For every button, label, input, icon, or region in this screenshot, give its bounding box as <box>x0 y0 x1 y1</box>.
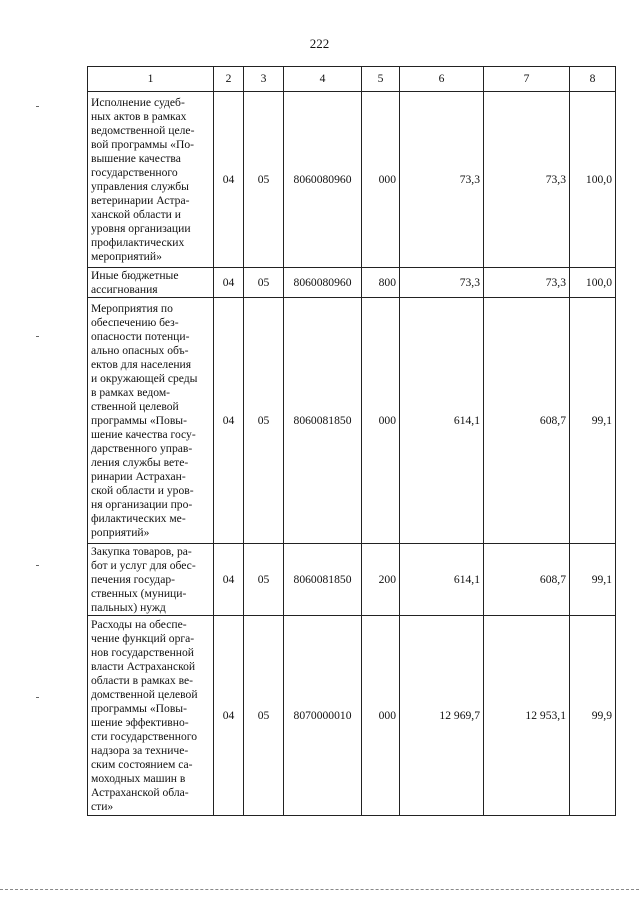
description-line: чение функций орга- <box>91 631 195 645</box>
description-line: бот и услуг для обес- <box>91 558 196 572</box>
description-line: моходных машин в <box>91 771 186 785</box>
table-row <box>88 92 616 268</box>
subsection-code: 05 <box>244 92 284 268</box>
table-row <box>88 298 616 544</box>
target-article-code: 8070000010 <box>284 616 362 816</box>
description-line: ня организации про- <box>91 497 193 511</box>
description-line: ассигнования <box>91 282 158 296</box>
table-header-row <box>88 67 616 92</box>
description-line: домственной целевой <box>91 687 198 701</box>
column-header-3: 3 <box>244 67 284 92</box>
target-article-code: 8060081850 <box>284 298 362 544</box>
target-article-code: 8060081850 <box>284 544 362 616</box>
description-line: программы «Повы- <box>91 413 187 427</box>
scan-mark <box>36 336 39 337</box>
target-article-code: 8060080960 <box>284 92 362 268</box>
description-line: ханской области и <box>91 207 181 221</box>
table-row <box>88 616 616 816</box>
column-header-6: 6 <box>400 67 484 92</box>
planned-amount: 614,1 <box>400 298 484 544</box>
column-header-5: 5 <box>362 67 400 92</box>
row-description <box>88 616 214 816</box>
section-code: 04 <box>214 544 244 616</box>
description-line: ально опасных объ- <box>91 343 189 357</box>
description-line: мероприятий» <box>91 249 162 263</box>
table-row <box>88 544 616 616</box>
column-header-4: 4 <box>284 67 362 92</box>
expense-type-code: 000 <box>362 616 400 816</box>
section-code: 04 <box>214 268 244 298</box>
description-line: профилактических <box>91 235 185 249</box>
subsection-code: 05 <box>244 298 284 544</box>
description-line: ской области и уров- <box>91 483 194 497</box>
row-description <box>88 268 214 298</box>
section-code: 04 <box>214 92 244 268</box>
description-line: ектов для населения <box>91 357 192 371</box>
description-line: области в рамках ве- <box>91 673 194 687</box>
executed-amount: 12 953,1 <box>484 616 570 816</box>
column-header-8: 8 <box>570 67 616 92</box>
description-line: Иные бюджетные <box>91 268 179 282</box>
expense-type-code: 000 <box>362 298 400 544</box>
expense-type-code: 000 <box>362 92 400 268</box>
description-line: ственной целевой <box>91 399 179 413</box>
description-line: обеспечению без- <box>91 315 179 329</box>
scan-mark <box>36 106 39 107</box>
description-line: вышение качества <box>91 151 181 165</box>
description-line: Расходы на обеспе- <box>91 617 187 631</box>
scan-mark <box>36 697 39 698</box>
scan-mark <box>36 565 39 566</box>
description-line: сти» <box>91 799 114 813</box>
description-line: ных актов в рамках <box>91 109 187 123</box>
description-line: филактических ме- <box>91 511 186 525</box>
execution-percent: 100,0 <box>570 268 616 298</box>
description-line: управления службы <box>91 179 189 193</box>
budget-table <box>87 66 616 816</box>
column-header-2: 2 <box>214 67 244 92</box>
description-line: программы «Повы- <box>91 701 187 715</box>
description-line: пальных) нужд <box>91 600 166 614</box>
description-line: ринарии Астрахан- <box>91 469 186 483</box>
column-header-7: 7 <box>484 67 570 92</box>
section-code: 04 <box>214 298 244 544</box>
description-line: опасности потенци- <box>91 329 190 343</box>
row-description <box>88 92 214 268</box>
expense-type-code: 800 <box>362 268 400 298</box>
description-line: ветеринарии Астра- <box>91 193 190 207</box>
subsection-code: 05 <box>244 268 284 298</box>
description-line: роприятий» <box>91 525 150 539</box>
description-line: власти Астраханской <box>91 659 196 673</box>
description-line: Закупка товаров, ра- <box>91 544 192 558</box>
table-row <box>88 268 616 298</box>
description-line: вой программы «По- <box>91 137 194 151</box>
description-line: шение качества госу- <box>91 427 196 441</box>
description-line: Мероприятия по <box>91 301 173 315</box>
planned-amount: 12 969,7 <box>400 616 484 816</box>
column-header-1: 1 <box>88 67 214 92</box>
description-line: ственных (муници- <box>91 586 187 600</box>
description-line: ведомственной целе- <box>91 123 195 137</box>
planned-amount: 73,3 <box>400 92 484 268</box>
description-line: ским состоянием са- <box>91 757 193 771</box>
executed-amount: 608,7 <box>484 298 570 544</box>
executed-amount: 73,3 <box>484 268 570 298</box>
execution-percent: 99,1 <box>570 298 616 544</box>
execution-percent: 99,1 <box>570 544 616 616</box>
description-line: и окружающей среды <box>91 371 198 385</box>
description-line: дарственного управ- <box>91 441 193 455</box>
executed-amount: 608,7 <box>484 544 570 616</box>
page-number: 222 <box>309 36 330 51</box>
expense-type-code: 200 <box>362 544 400 616</box>
row-description <box>88 544 214 616</box>
description-line: надзора за техниче- <box>91 743 189 757</box>
description-line: в рамках ведом- <box>91 385 171 399</box>
description-line: сти государственного <box>91 729 198 743</box>
planned-amount: 614,1 <box>400 544 484 616</box>
target-article-code: 8060080960 <box>284 268 362 298</box>
execution-percent: 100,0 <box>570 92 616 268</box>
subsection-code: 05 <box>244 544 284 616</box>
section-code: 04 <box>214 616 244 816</box>
description-line: шение эффективно- <box>91 715 189 729</box>
executed-amount: 73,3 <box>484 92 570 268</box>
description-line: печения государ- <box>91 572 175 586</box>
description-line: ления службы вете- <box>91 455 189 469</box>
subsection-code: 05 <box>244 616 284 816</box>
description-line: нов государственной <box>91 645 195 659</box>
description-line: уровня организации <box>91 221 191 235</box>
planned-amount: 73,3 <box>400 268 484 298</box>
description-line: Астраханской обла- <box>91 785 189 799</box>
scan-edge-line <box>0 889 639 890</box>
description-line: Исполнение судеб- <box>91 95 185 109</box>
execution-percent: 99,9 <box>570 616 616 816</box>
row-description <box>88 298 214 544</box>
description-line: государственного <box>91 165 178 179</box>
